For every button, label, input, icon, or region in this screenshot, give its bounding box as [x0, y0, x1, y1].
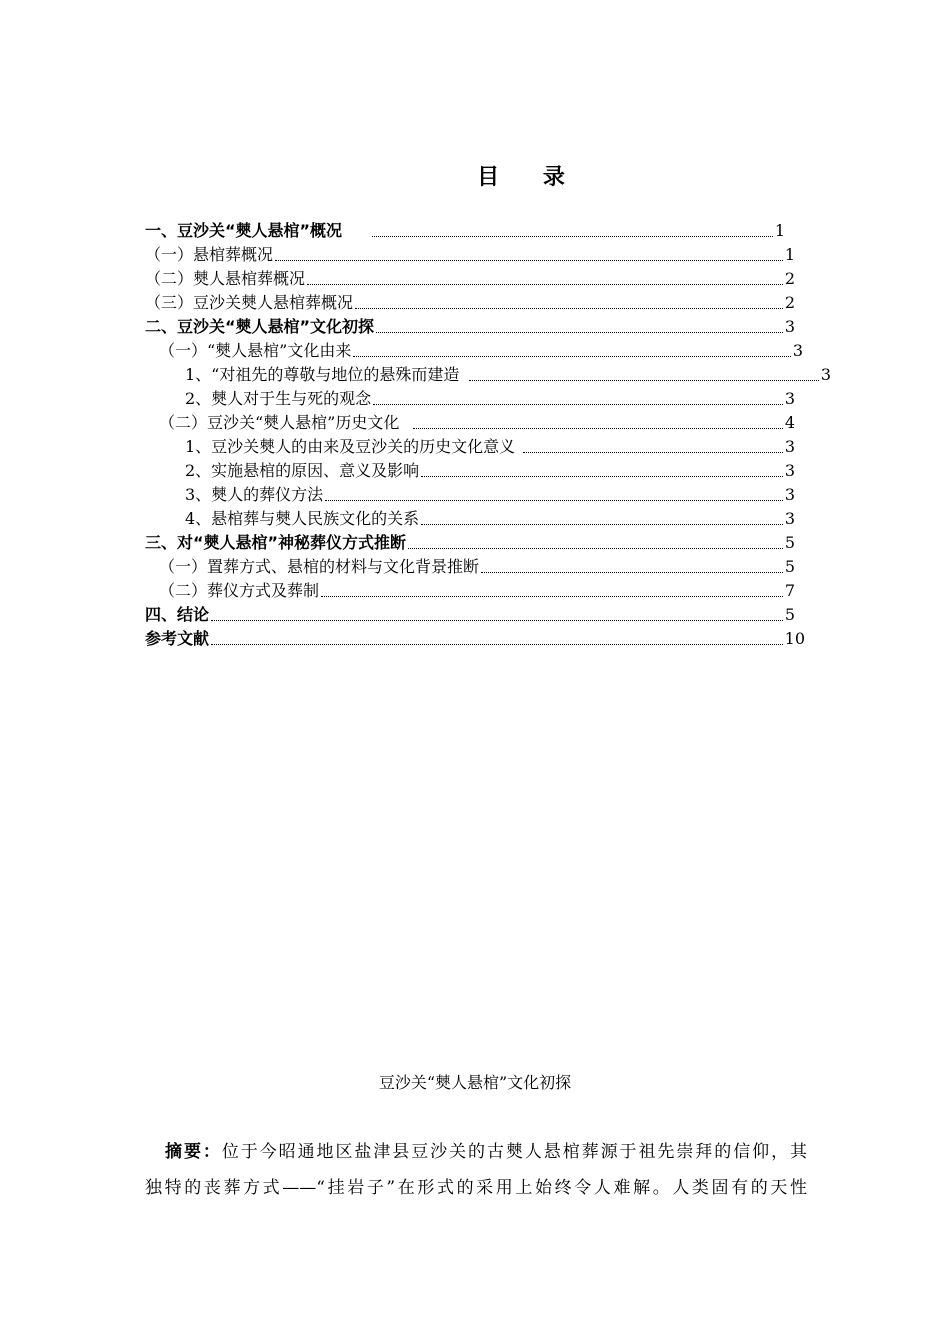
- abstract-line: [145, 1134, 807, 1170]
- toc-entry-page: 2: [784, 269, 795, 288]
- toc-entry-label: 一、豆沙关“僰人悬棺”概况: [145, 221, 343, 240]
- toc-leader: [469, 379, 818, 381]
- toc-entry[interactable]: [145, 505, 795, 529]
- toc-entry-page: 1: [774, 221, 785, 240]
- toc-leader: [307, 283, 783, 285]
- toc-entry-label: 2、实施悬棺的原因、意义及影响: [185, 461, 420, 480]
- toc-entry-page: 3: [792, 341, 803, 360]
- abstract-line: 独特的丧葬方式——“挂岩子”在形式的采用上始终令人难解。人类固有的天性: [145, 1178, 807, 1198]
- toc-entry[interactable]: [145, 529, 795, 553]
- toc-leader: [325, 499, 783, 501]
- toc-entry[interactable]: [145, 289, 795, 313]
- toc-entry-page: 10: [784, 629, 805, 648]
- toc-entry-page: 3: [820, 365, 831, 384]
- toc-entry-label: 4、悬棺葬与僰人民族文化的关系: [185, 509, 420, 528]
- toc-entry[interactable]: [145, 217, 785, 241]
- toc-leader: [275, 259, 783, 261]
- toc-entry-label: （二）豆沙关“僰人悬棺”历史文化: [159, 413, 400, 432]
- toc-entry-page: 7: [784, 581, 795, 600]
- toc-leader: [413, 427, 782, 429]
- toc-entry-page: 4: [784, 413, 795, 432]
- toc-entry[interactable]: [145, 409, 795, 433]
- toc-title: 目 录: [477, 165, 583, 190]
- toc-entry-label: （一）置葬方式、悬棺的材料与文化背景推断: [159, 557, 480, 576]
- toc-entry-label: 三、对“僰人悬棺”神秘葬仪方式推断: [145, 533, 407, 552]
- toc-entry-page: 5: [784, 557, 795, 576]
- toc-entry-label: 1、豆沙关僰人的由来及豆沙关的历史文化意义: [185, 437, 516, 456]
- toc-entry-page: 3: [784, 509, 795, 528]
- toc-entry-page: 2: [784, 293, 795, 312]
- toc-entry[interactable]: [145, 553, 795, 577]
- toc-entry[interactable]: [145, 385, 795, 409]
- abstract-keyword: 摘要：: [165, 1142, 222, 1162]
- abstract-paragraph: [145, 1134, 807, 1206]
- toc-leader: [353, 355, 790, 357]
- document-title: 豆沙关“僰人悬棺”文化初探: [378, 1073, 572, 1092]
- toc-entry-page: 3: [784, 437, 795, 456]
- toc-leader: [321, 595, 783, 597]
- toc-leader: [376, 331, 783, 333]
- toc-entry[interactable]: [145, 265, 795, 289]
- toc-entry-label: 二、豆沙关“僰人悬棺”文化初探: [145, 317, 375, 336]
- toc-entry[interactable]: [145, 361, 831, 385]
- toc-entry[interactable]: [145, 625, 805, 649]
- toc-entry[interactable]: [145, 577, 795, 601]
- toc-entry-page: 3: [784, 461, 795, 480]
- toc-leader: [211, 619, 783, 621]
- toc-entry-page: 1: [784, 245, 795, 264]
- toc-entry-page: 3: [784, 485, 795, 504]
- toc-entry-label: 参考文献: [145, 629, 210, 648]
- toc-entry-page: 3: [784, 389, 795, 408]
- toc-entry-page: 5: [784, 533, 795, 552]
- toc-entry[interactable]: [145, 481, 795, 505]
- toc-entry-label: 3、僰人的葬仪方法: [185, 485, 324, 504]
- toc-entry-label: （一）“僰人悬棺”文化由来: [159, 341, 352, 360]
- toc-entry-label: （二）僰人悬棺葬概况: [145, 269, 306, 288]
- toc-entry[interactable]: [145, 337, 803, 361]
- toc-entry-label: （三）豆沙关僰人悬棺葬概况: [145, 293, 354, 312]
- toc-entry-label: 1、“对祖先的尊敬与地位的悬殊而建造: [185, 365, 460, 384]
- toc-entry[interactable]: [145, 433, 795, 457]
- toc-leader: [373, 403, 783, 405]
- toc-entry-label: （二）葬仪方式及葬制: [159, 581, 320, 600]
- toc-leader: [408, 547, 783, 549]
- toc-entry-page: 5: [784, 605, 795, 624]
- toc-leader: [355, 307, 783, 309]
- toc-entry-label: 四、结论: [145, 605, 210, 624]
- toc-leader: [523, 451, 783, 453]
- toc-leader: [421, 523, 783, 525]
- toc-leader: [211, 643, 783, 645]
- toc-entry-label: （一）悬棺葬概况: [145, 245, 274, 264]
- toc-entry-label: 2、僰人对于生与死的观念: [185, 389, 372, 408]
- toc-leader: [481, 571, 783, 573]
- toc-entry[interactable]: [145, 241, 795, 265]
- abstract-text: 位于今昭通地区盐津县豆沙关的古僰人悬棺葬源于祖先崇拜的信仰，其: [221, 1142, 808, 1162]
- toc-entry-page: 3: [784, 317, 795, 336]
- toc-entry[interactable]: [145, 313, 795, 337]
- toc-leader: [421, 475, 783, 477]
- toc-leader: [372, 235, 773, 237]
- toc-entry[interactable]: [145, 457, 795, 481]
- toc-entry[interactable]: [145, 601, 795, 625]
